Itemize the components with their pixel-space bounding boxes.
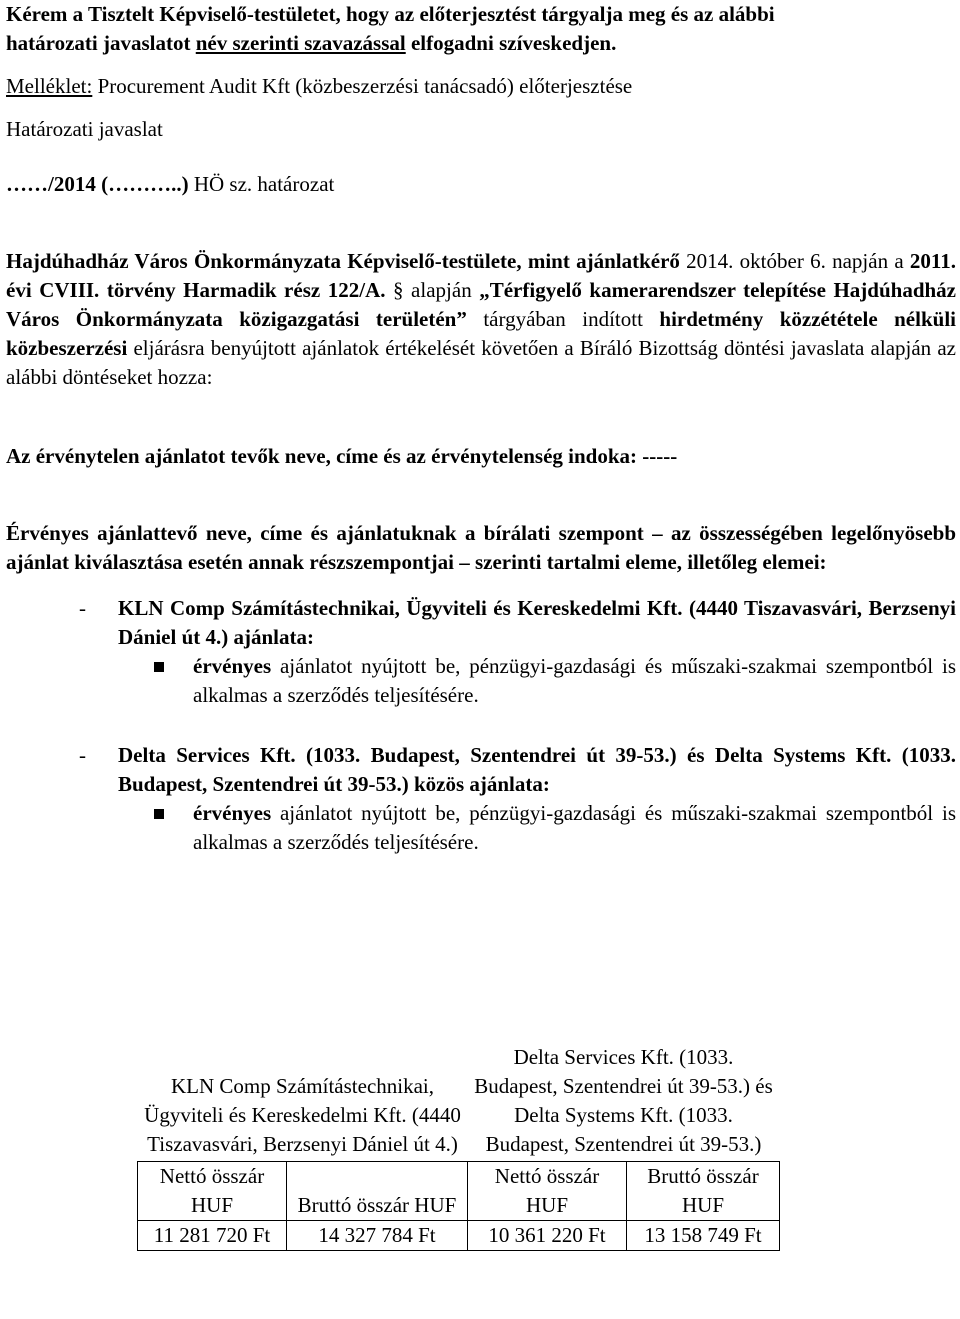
document-page bbox=[6, 0, 956, 857]
square-bullet-icon bbox=[154, 809, 164, 819]
bidder-name: KLN Comp Számítástechnikai, Ügyviteli és Kereskedelmi Kft. (4440 Tiszavasvári, Berzsenyi Dániel út 4.) ajánlata: bbox=[118, 596, 956, 649]
annex-text: Procurement Audit Kft (közbeszerzési tanácsadó) előterjesztése bbox=[92, 74, 633, 98]
resolution-number-rest: HÖ sz. határozat bbox=[188, 172, 335, 196]
main-mid: tárgyában indított bbox=[466, 307, 660, 331]
table-col-label: Bruttó összár HUF bbox=[287, 1162, 468, 1221]
list-dash: - bbox=[79, 596, 86, 620]
main-date: 2014. október 6. napján a bbox=[679, 249, 910, 273]
valid-bids-heading: Érvényes ajánlattevő neve, címe és ajánlatuknak a bírálati szempont – az összességében legelőnyösebb ajánlat kiválasztása esetén annak részszempontjai – szerinti tartalmi eleme, illetőleg elemei: bbox=[6, 521, 956, 574]
table-header-bidder-2: Delta Services Kft. (1033. Budapest, Szentendrei út 39-53.) és Delta Systems Kft. (1033. Budapest, Szentendrei út 39-53.) bbox=[468, 1043, 780, 1162]
bidder-item bbox=[6, 741, 956, 799]
resolution-number-dots: ……/2014 (………..) bbox=[6, 172, 189, 196]
main-law: 2011. évi CVIII. törvény Harmadik rész 122/A. bbox=[6, 249, 956, 302]
main-procedure: hirdetmény közzététele nélküli közbeszerzési bbox=[6, 307, 956, 360]
table-col-label: Nettó összár HUF bbox=[138, 1162, 287, 1221]
invalid-bids-heading: Az érvénytelen ajánlatot tevők neve, címe és az érvénytelenség indoka: ----- bbox=[6, 444, 678, 468]
main-section: § alapján bbox=[385, 278, 480, 302]
intro-paragraph bbox=[6, 0, 956, 58]
intro-line1: Kérem a Tisztelt Képviselő-testületet, hogy az előterjesztést tárgyalja meg és az alábbi bbox=[6, 2, 775, 26]
resolution-heading: Határozati javaslat bbox=[6, 117, 163, 141]
table-row bbox=[138, 1221, 780, 1251]
intro-line2-pre: határozati javaslatot bbox=[6, 31, 196, 55]
status-valid: érvényes bbox=[193, 654, 272, 678]
table-header-row bbox=[138, 1043, 780, 1162]
intro-line2-post: elfogadni szíveskedjen. bbox=[405, 31, 617, 55]
bidder-name: Delta Services Kft. (1033. Budapest, Szentendrei út 39-53.) és Delta Systems Kft. (1033. Budapest, Szentendrei út 39-53.) közös ajánlata: bbox=[118, 743, 956, 796]
table-cell-value: 10 361 220 Ft bbox=[468, 1221, 627, 1251]
table-cell-value: 14 327 784 Ft bbox=[287, 1221, 468, 1251]
bidder-item bbox=[6, 594, 956, 652]
bidder-status bbox=[6, 799, 956, 857]
table-col-label: Bruttó összár HUF bbox=[627, 1162, 780, 1221]
table-cell-value: 11 281 720 Ft bbox=[138, 1221, 287, 1251]
annex-line bbox=[6, 72, 956, 101]
main-subject: „Térfigyelő kamerarendszer telepítése Hajdúhadház Város Önkormányzata közigazgatási területén” bbox=[6, 278, 957, 331]
table-header-bidder-1: KLN Comp Számítástechnikai, Ügyviteli és Kereskedelmi Kft. (4440 Tiszavasvári, Berzsenyi Dániel út 4.) bbox=[138, 1043, 468, 1162]
annex-label: Melléklet: bbox=[6, 74, 93, 98]
status-valid: érvényes bbox=[193, 801, 272, 825]
status-text: ajánlatot nyújtott be, pénzügyi-gazdasági és műszaki-szakmai szempontból is alkalmas a szerződés teljesítésére. bbox=[193, 654, 956, 707]
square-bullet-icon bbox=[154, 662, 164, 672]
status-text: ajánlatot nyújtott be, pénzügyi-gazdasági és műszaki-szakmai szempontból is alkalmas a szerződés teljesítésére. bbox=[193, 801, 956, 854]
list-dash: - bbox=[79, 743, 86, 767]
table-col-label: Nettó összár HUF bbox=[468, 1162, 627, 1221]
main-council: Hajdúhadház Város Önkormányzata Képviselő-testülete, mint ajánlatkérő bbox=[6, 249, 680, 273]
price-table bbox=[137, 1043, 780, 1251]
intro-vote-method: név szerinti szavazással bbox=[195, 31, 406, 55]
bidder-status bbox=[6, 652, 956, 710]
resolution-number bbox=[6, 170, 956, 199]
table-row bbox=[138, 1162, 780, 1221]
table-cell-value: 13 158 749 Ft bbox=[627, 1221, 780, 1251]
main-decision-paragraph bbox=[6, 247, 956, 392]
main-end: eljárásra benyújtott ajánlatok értékelését követően a Bíráló Bizottság döntési javaslata alapján az alábbi döntéseket hozza: bbox=[6, 336, 956, 389]
